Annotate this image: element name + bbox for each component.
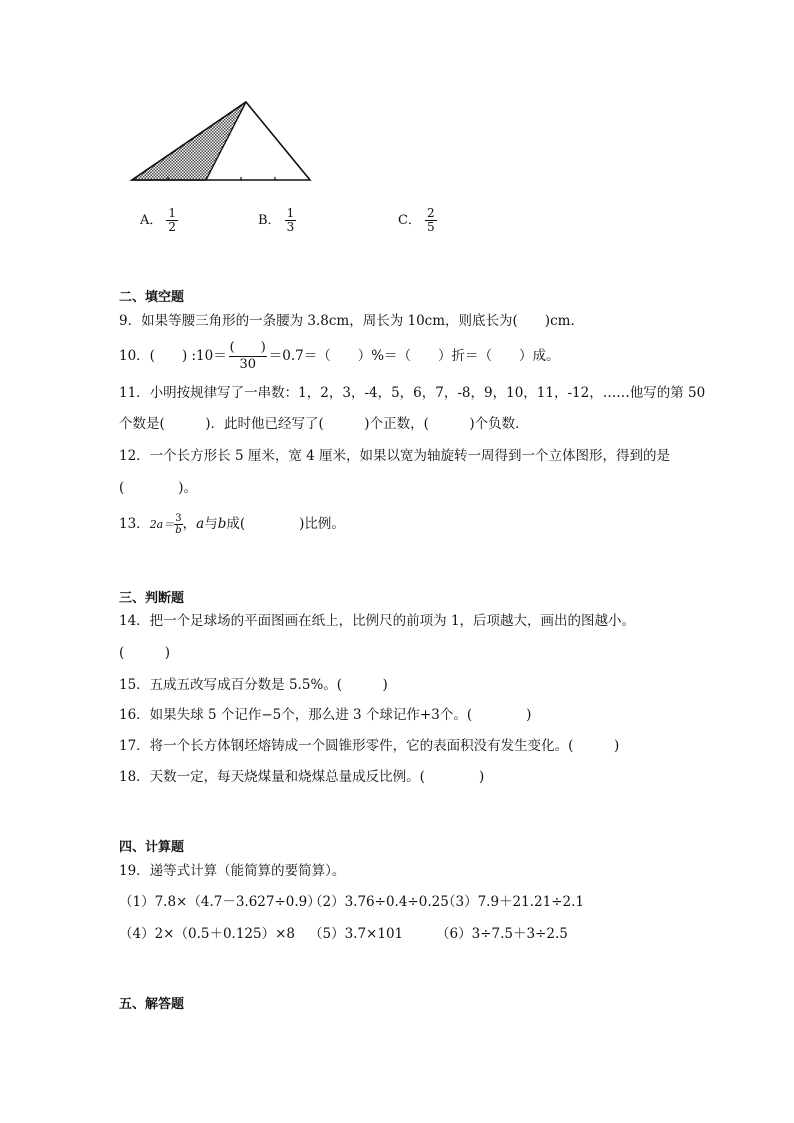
question-18: 18．天数一定，每天烧煤量和烧煤总量成反比例。( ) (119, 769, 485, 785)
question-11-line2: 个数是( )．此时他已经写了( )个正数，( )个负数． (119, 416, 529, 432)
question-17: 17．将一个长方体钢坯熔铸成一个圆锥形零件，它的表面积没有发生变化。( ) (119, 738, 620, 754)
question-19-title: 19．递等式计算（能简算的要简算）。 (119, 863, 346, 879)
calc-item-4: （4）2×（0.5＋0.125）×8 (119, 926, 296, 942)
section-fill-heading: 二、填空题 (119, 290, 185, 305)
calc-item-2: （2）3.76÷0.4÷0.25 (309, 894, 449, 910)
section-answer-heading: 五、解答题 (119, 997, 185, 1012)
choice-a: A． $\frac{1}{2}$ (140, 206, 177, 234)
calc-item-6: （6）3÷7.5＋3÷2.5 (436, 926, 568, 942)
question-12-line1: 12．一个长方形长 5 厘米，宽 4 厘米，如果以宽为轴旋转一周得到一个立体图形，得到的是 (119, 448, 671, 464)
question-15: 15．五成五改写成百分数是 5.5%。( ) (119, 677, 388, 693)
question-13: 13．2a＝ $\frac{3}{b}$ ，a与b成( )比例。 (119, 513, 345, 536)
calc-item-1: （1）7.8×（4.7－3.627÷0.9） (119, 894, 321, 910)
question-10: 10．( ) :10＝ $\frac{( )}{30}$ ＝0.7＝（ ）%＝（ ）折＝（ ）成。 (119, 340, 560, 372)
choice-c: C． $\frac{2}{5}$ (398, 206, 435, 234)
question-12-line2: ( )。 (119, 480, 198, 496)
section-calc-heading: 四、计算题 (119, 840, 185, 855)
calc-item-5: （5）3.7×101 (309, 926, 404, 942)
question-9: 9．如果等腰三角形的一条腰为 3.8cm，周长为 10cm，则底长为( )cm. (119, 313, 575, 329)
question-11-line1: 11．小明按规律写了一串数：1，2，3，-4，5，6，7，-8，9，10，11，-12，……他写的第 50 (119, 385, 706, 401)
question-14-line1: 14．把一个足球场的平面图画在纸上，比例尺的前项为 1，后项越大，画出的图越小。 (119, 613, 636, 629)
calc-item-3: （3）7.9＋21.21÷2.1 (442, 894, 584, 910)
section-judge-heading: 三、判断题 (119, 591, 185, 606)
question-16: 16．如果失球 5 个记作−5个，那么进 3 个球记作+3个。( ) (119, 707, 532, 723)
question-14-line2: ( ) (119, 645, 171, 661)
triangle-figure (128, 98, 318, 186)
choice-b: B． $\frac{1}{3}$ (258, 206, 295, 234)
